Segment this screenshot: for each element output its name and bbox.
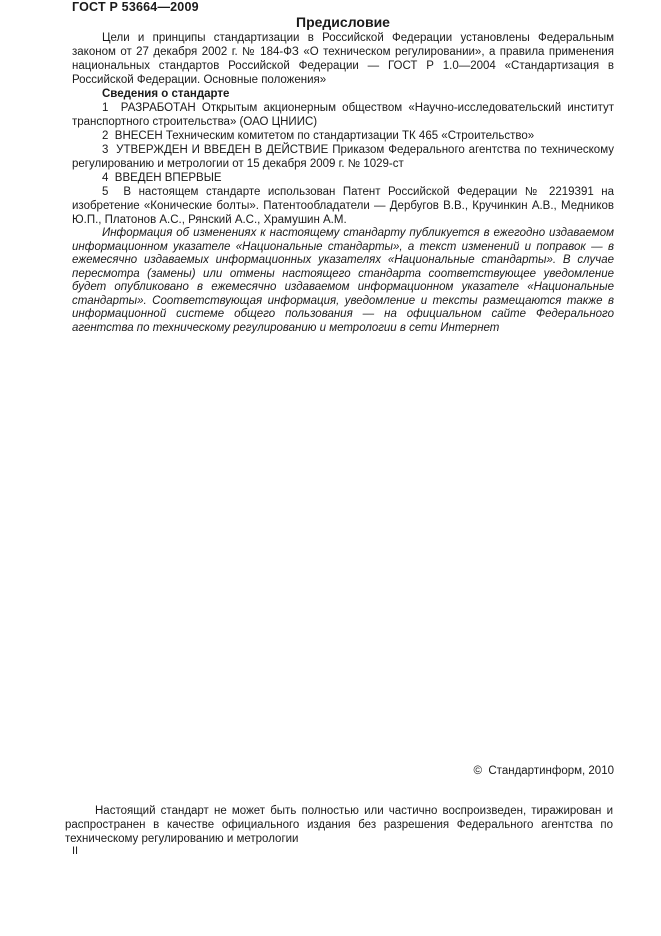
amendment-notice: Информация об изменениях к настоящему стандарту публикуется в ежегодно издаваемом информационном указателе «Национальные стандарты», а текст изменений и поправок — в ежемесячно издаваемых информационных указателях «Национальные стандарты». В случае пересмотра (замены) или отмены настоящего стандарта соответствующее уведомление будет опубликовано в ежемесячно издаваемом информационном указателе «Национальные стандарты». Соответствующая информация, уведомление и тексты размещаются также в информационной системе общего пользования — на официальном сайте Федерального агентства по техническому регулированию и метрологии в сети Интернет — [72, 227, 614, 334]
intro-paragraph: Цели и принципы стандартизации в Российской Федерации установлены Федеральным законом от 27 декабря 2002 г. № 184-ФЗ «О техническом регулировании», а правила применения национальных стандартов Российской Федерации — ГОСТ Р 1.0—2004 «Стандартизация в Российской Федерации. Основные положения» — [72, 32, 614, 86]
distribution-note: Настоящий стандарт не может быть полностью или частично воспроизведен, тиражирован и распространен в качестве официального издания без разрешения Федерального агентства по техническому регулированию и метрологии — [65, 804, 613, 845]
document-content — [72, 0, 614, 335]
page-number: II — [72, 845, 79, 857]
standard-info-item-developed: 1 РАЗРАБОТАН Открытым акционерным обществом «Научно-исследовательский институт транспортного строительства» (ОАО ЦНИИС) — [72, 102, 614, 128]
page-title: Предисловие — [296, 14, 390, 30]
copyright-line: © Стандартинформ, 2010 — [473, 765, 614, 777]
standard-info-heading: Сведения о стандарте — [102, 88, 230, 100]
standard-info-item-submitted: 2 ВНЕСЕН Техническим комитетом по стандартизации ТК 465 «Строительство» — [102, 130, 535, 142]
document-code: ГОСТ Р 53664—2009 — [72, 0, 199, 14]
standard-info-item-first-edition: 4 ВВЕДЕН ВПЕРВЫЕ — [102, 172, 222, 184]
standard-info-item-patent: 5 В настоящем стандарте использован Патент Российской Федерации № 2219391 на изобретение «Конические болты». Патентообладатели — Дербугов В.В., Кручинкин А.В., Медников Ю.П., Платонов А.С., Рянский А.С., Храмушин А.М. — [72, 186, 614, 226]
standard-info-item-approved: 3 УТВЕРЖДЕН И ВВЕДЕН В ДЕЙСТВИЕ Приказом Федерального агентства по техническому регулированию и метрологии от 15 декабря 2009 г. № 1029-ст — [72, 144, 614, 170]
